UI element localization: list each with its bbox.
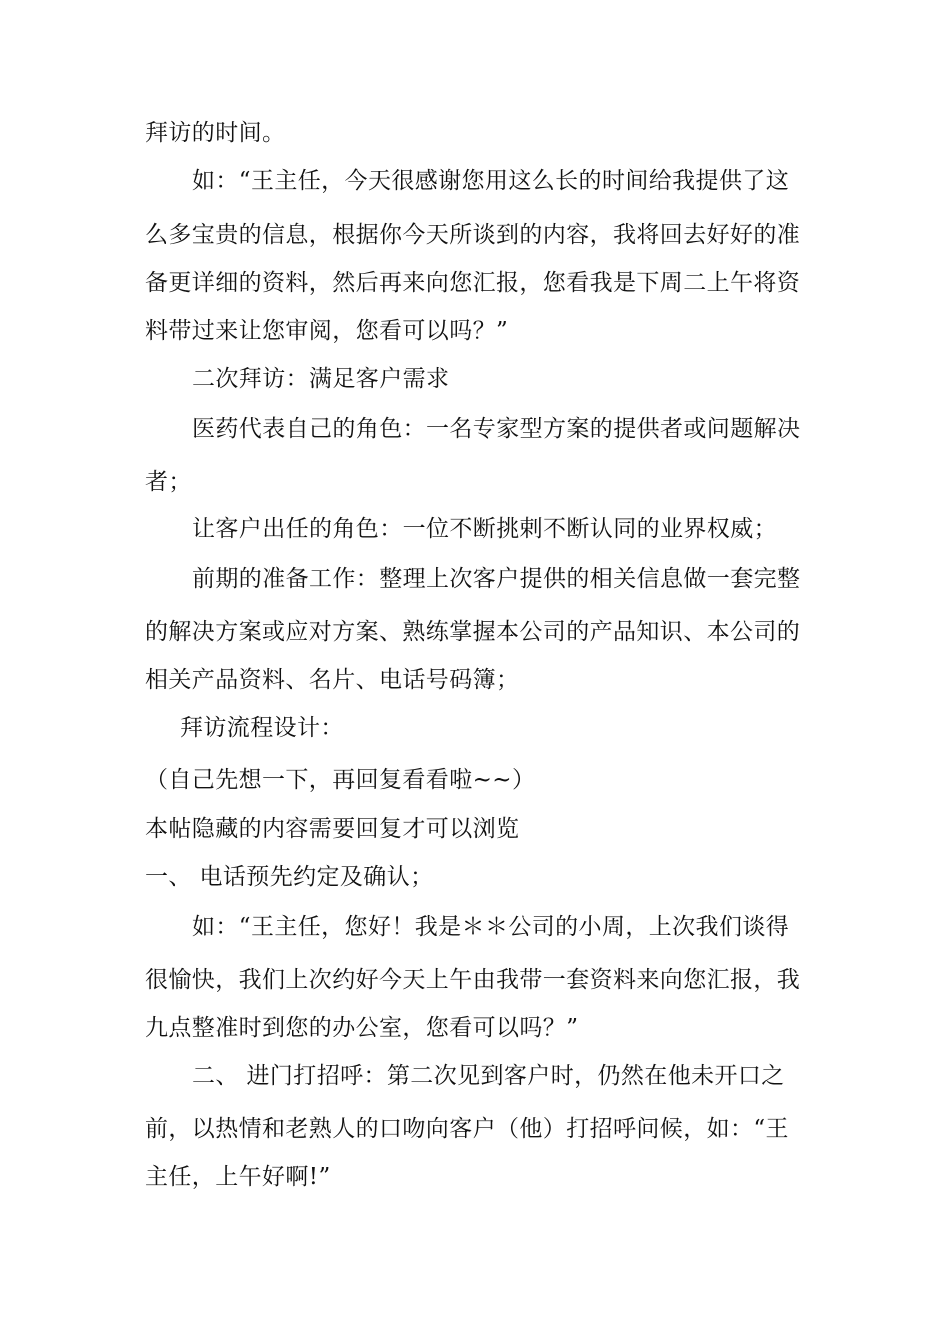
paragraph-line: 的解决方案或应对方案、熟练掌握本公司的产品知识、本公司的 (145, 619, 801, 645)
list-item: 一、 电话预先约定及确认； (145, 864, 434, 890)
paragraph-line: 前期的准备工作：整理上次客户提供的相关信息做一套完整 (192, 566, 801, 592)
paragraph-line: 料带过来让您审阅，您看可以吗？” (145, 318, 509, 344)
paragraph-line: 相关产品资料、名片、电话号码簿； (145, 667, 520, 693)
paragraph-line: 主任，上午好啊!” (145, 1164, 331, 1190)
paragraph-line: 如：“王主任，您好！我是＊＊公司的小周，上次我们谈得 (192, 914, 790, 940)
paragraph-line: 备更详细的资料，然后再来向您汇报，您看我是下周二上午将资 (145, 270, 801, 296)
paragraph-line: 九点整准时到您的办公室，您看可以吗？” (145, 1015, 579, 1041)
paragraph-line: 让客户出任的角色：一位不断挑剌不断认同的业界权威； (192, 516, 777, 542)
paragraph-line: 很愉快，我们上次约好今天上午由我带一套资料来向您汇报，我 (145, 967, 801, 993)
paragraph-line: 拜访流程设计： (180, 715, 344, 741)
paragraph-line: 医药代表自己的角色：一名专家型方案的提供者或问题解决 (192, 416, 801, 442)
paragraph-line: 如：“王主任，今天很感谢您用这么长的时间给我提供了这 (192, 168, 790, 194)
paragraph-line: 么多宝贵的信息，根据你今天所谈到的内容，我将回去好好的准 (145, 222, 801, 248)
paragraph-line: 前，以热情和老熟人的口吻向客户（他）打招呼问候，如：“王 (145, 1116, 789, 1142)
section-heading: 二次拜访：满足客户需求 (192, 366, 450, 392)
paragraph-line: （自己先想一下，再回复看看啦~~） (145, 767, 536, 793)
list-item: 二、 进门打招呼：第二次见到客户时，仍然在他未开口之 (192, 1063, 785, 1089)
paragraph-line: 者； (145, 469, 192, 495)
paragraph-line: 拜访的时间。 (145, 120, 286, 146)
hidden-content-notice: 本帖隐藏的内容需要回复才可以浏览 (145, 816, 520, 842)
